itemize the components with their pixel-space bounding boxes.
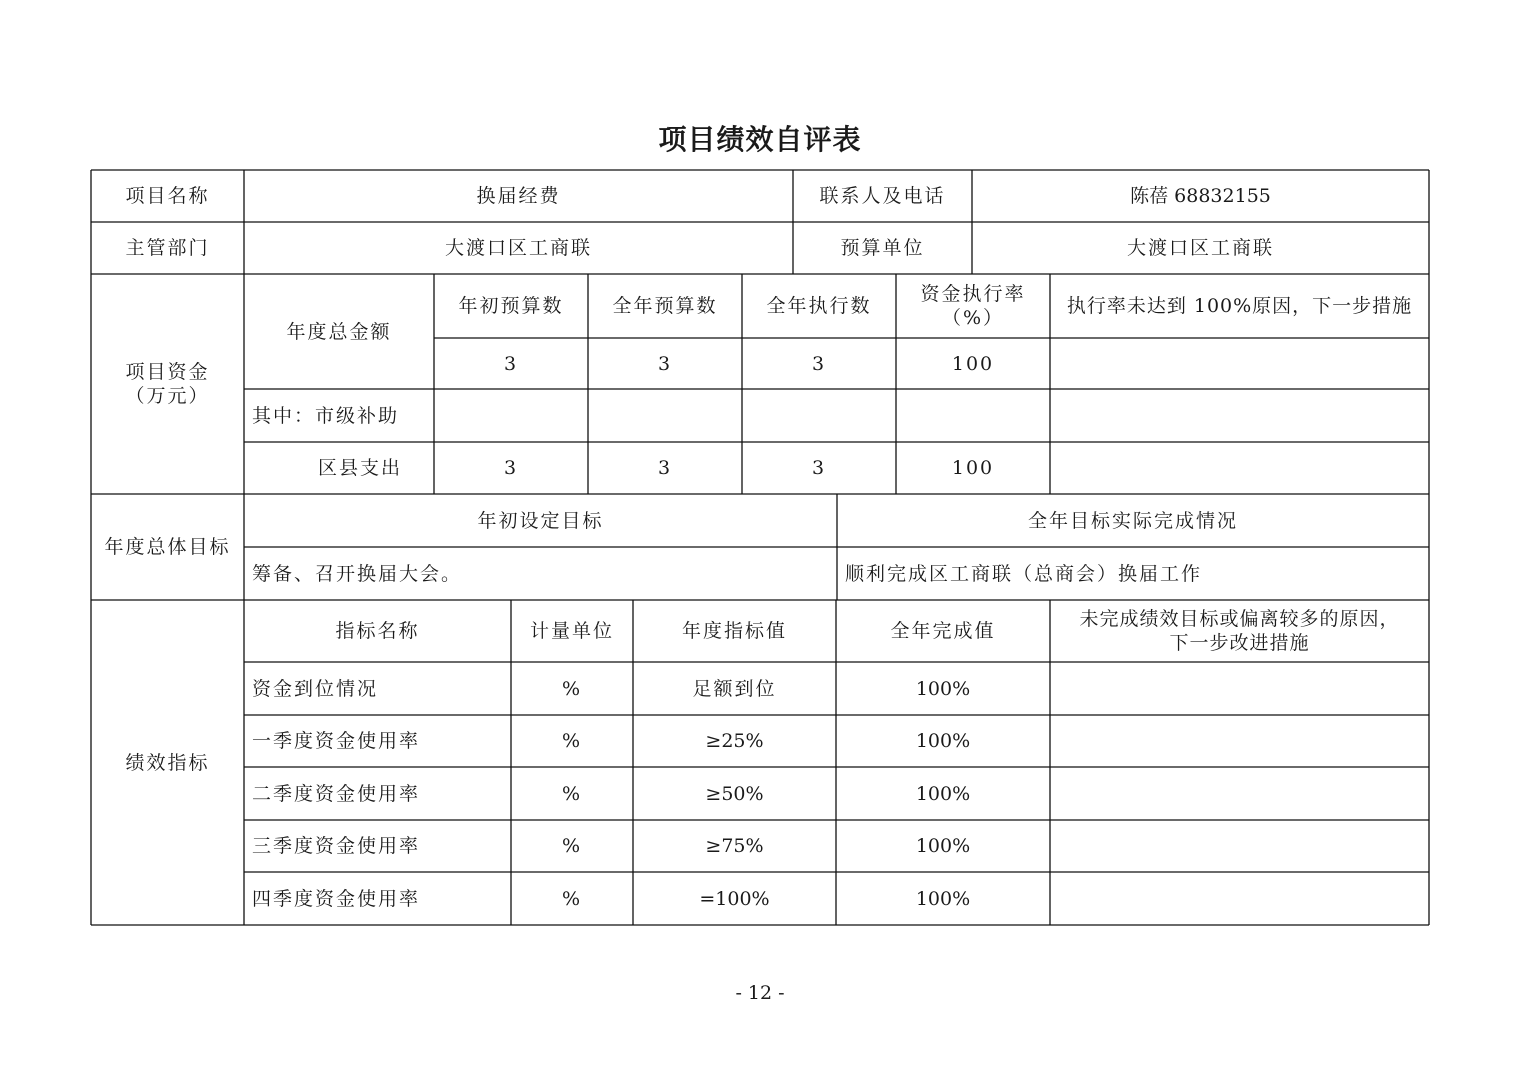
- indicator-target: =100%: [699, 887, 770, 910]
- indicator-name: 资金到位情况: [252, 677, 379, 700]
- indicator-header: 年度指标值: [681, 620, 787, 642]
- indicator-name: 二季度资金使用率: [252, 782, 421, 805]
- indicator-target: ≥50%: [705, 782, 764, 805]
- city-subsidy-label: 其中：市级补助: [252, 404, 400, 427]
- city-value: [588, 389, 742, 442]
- indicator-name: 一季度资金使用率: [252, 730, 421, 752]
- indicator-actual: 100%: [915, 677, 971, 700]
- indicator-reason: [1050, 767, 1429, 820]
- indicator-unit: %: [561, 730, 583, 752]
- total-value: 3: [657, 352, 673, 375]
- funds-section-label: 项目资金 （万元）: [125, 361, 210, 407]
- indicator-actual: 100%: [915, 730, 971, 752]
- indicator-reason: [1050, 820, 1429, 872]
- district-value: 100: [951, 457, 995, 479]
- indicators-section-label: 绩效指标: [125, 751, 210, 774]
- indicator-unit: %: [561, 677, 583, 700]
- funds-header: 全年预算数: [612, 295, 718, 317]
- indicator-unit: %: [561, 835, 583, 857]
- contact-value: 陈蓓 68832155: [1130, 185, 1271, 207]
- indicator-name: 三季度资金使用率: [252, 835, 421, 857]
- district-value: 3: [811, 457, 827, 479]
- city-value: [742, 389, 896, 442]
- funds-header: 资金执行率 （%）: [920, 283, 1026, 329]
- dept-label: 主管部门: [125, 237, 210, 259]
- indicator-reason: [1050, 662, 1429, 715]
- funds-header: 年初预算数: [458, 295, 564, 317]
- total-value: 100: [951, 352, 995, 375]
- budget-unit-value: 大渡口区工商联: [1126, 237, 1274, 259]
- indicator-unit: %: [561, 887, 583, 910]
- indicator-reason: [1050, 715, 1429, 767]
- indicator-actual: 100%: [915, 835, 971, 857]
- project-name-label: 项目名称: [125, 185, 210, 207]
- indicator-name: 四季度资金使用率: [252, 887, 421, 910]
- total-value: 3: [503, 352, 519, 375]
- funds-header: 全年执行数: [766, 295, 872, 317]
- goals-actual-header: 全年目标实际完成情况: [1027, 509, 1238, 532]
- page-title: 项目绩效自评表: [658, 123, 862, 156]
- goals-actual-text: 顺利完成区工商联（总商会）换届工作: [845, 562, 1203, 585]
- district-value: 3: [657, 457, 673, 479]
- city-value: [434, 389, 588, 442]
- indicator-actual: 100%: [915, 887, 971, 910]
- indicator-header: 指标名称: [335, 620, 420, 642]
- indicator-header-reason: 未完成绩效目标或偏离较多的原因， 下一步改进措施: [1079, 608, 1400, 654]
- page-number: - 12 -: [735, 982, 785, 1004]
- funds-header-reason: 执行率未达到 100%原因，下一步措施: [1066, 295, 1413, 317]
- total-value: [1050, 338, 1429, 389]
- district-expense-label: 区县支出: [317, 457, 402, 479]
- city-value: [1050, 389, 1429, 442]
- indicator-target: 足额到位: [692, 677, 777, 700]
- total-amount-label: 年度总金额: [286, 320, 392, 343]
- goals-set-header: 年初设定目标: [477, 509, 604, 532]
- indicator-header: 全年完成值: [890, 620, 996, 642]
- dept-value: 大渡口区工商联: [444, 237, 592, 259]
- project-name-value: 换届经费: [476, 185, 561, 207]
- goals-section-label: 年度总体目标: [104, 536, 231, 558]
- city-value: [896, 389, 1050, 442]
- indicator-header: 计量单位: [529, 620, 614, 642]
- indicator-actual: 100%: [915, 782, 971, 805]
- indicator-target: ≥25%: [705, 730, 764, 752]
- contact-label: 联系人及电话: [819, 185, 946, 207]
- total-value: 3: [811, 352, 827, 375]
- district-value: [1050, 442, 1429, 494]
- indicator-target: ≥75%: [705, 835, 764, 857]
- goals-set-text: 筹备、召开换届大会。: [252, 562, 463, 585]
- indicator-unit: %: [561, 782, 583, 805]
- district-value: 3: [503, 457, 519, 479]
- budget-unit-label: 预算单位: [840, 237, 925, 259]
- indicator-reason: [1050, 872, 1429, 925]
